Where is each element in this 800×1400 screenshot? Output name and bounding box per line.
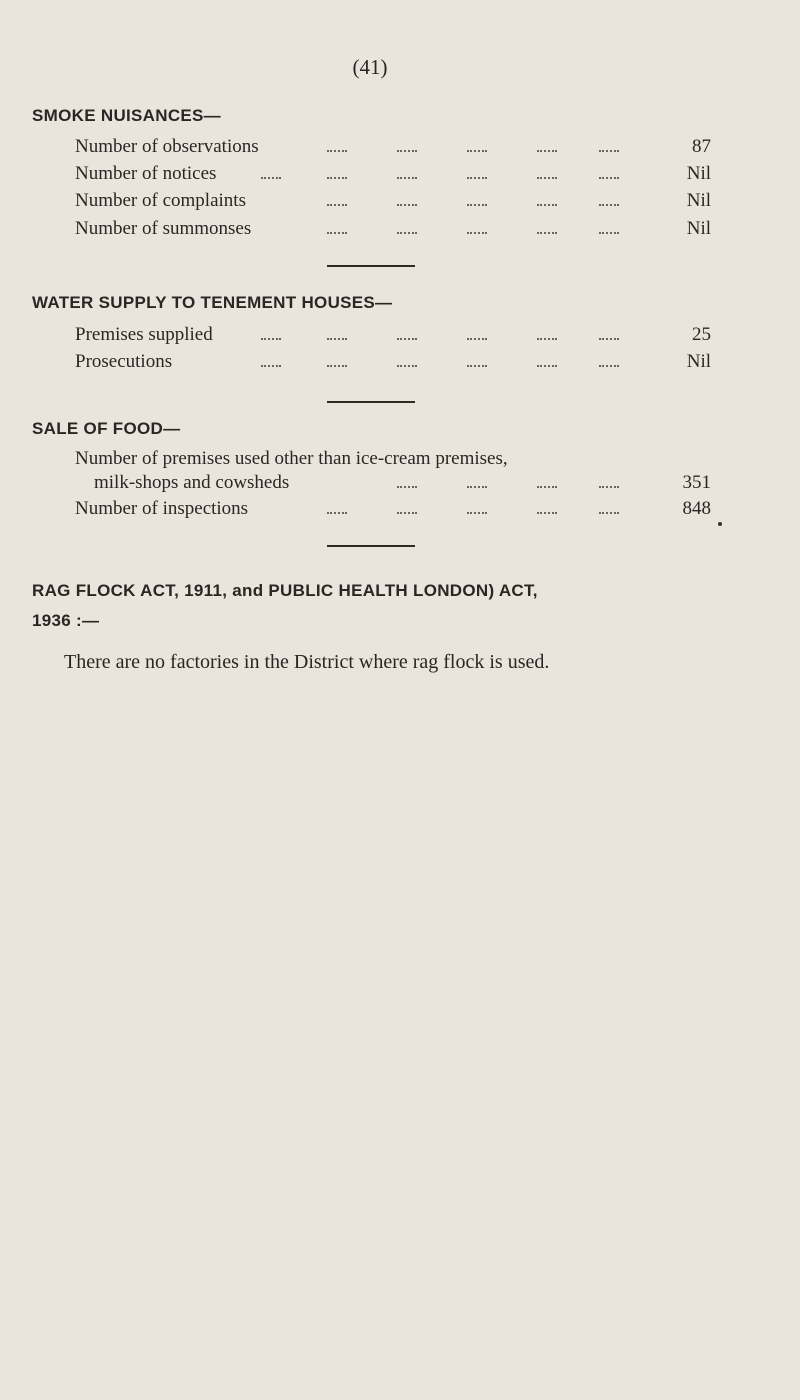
page-number: (41) <box>352 55 388 79</box>
leader-dots <box>75 161 635 187</box>
row-label: milk-shops and cowsheds <box>94 472 290 493</box>
rag-flock-statement: There are no factories in the District where rag flock is used. <box>64 651 550 673</box>
leader-dots <box>75 134 635 160</box>
row-value: Nil <box>686 351 711 372</box>
row-value: 351 <box>682 472 711 493</box>
row-value: 87 <box>692 136 711 157</box>
smoke-nuisances-heading: SMOKE NUISANCES— <box>32 106 221 125</box>
table-row <box>75 188 711 214</box>
leader-dots <box>94 470 634 496</box>
table-row <box>75 134 711 160</box>
row-value: Nil <box>686 190 711 211</box>
row-value: Nil <box>686 163 711 184</box>
table-row <box>94 470 711 496</box>
row-label: Prosecutions <box>75 351 173 372</box>
table-row <box>75 349 711 375</box>
leader-dots <box>75 322 635 348</box>
row-label: Number of notices <box>75 163 217 184</box>
section-divider <box>327 265 415 267</box>
row-value: 25 <box>692 324 711 345</box>
leader-dots <box>75 349 635 375</box>
stray-mark <box>718 522 722 526</box>
table-row <box>75 216 711 242</box>
section-divider <box>327 401 415 403</box>
section-divider <box>327 545 415 547</box>
table-row <box>75 322 711 348</box>
premises-description: Number of premises used other than ice-cream premises, <box>75 448 508 469</box>
leader-dots <box>75 188 635 214</box>
leader-dots <box>75 496 635 522</box>
table-row <box>75 496 711 522</box>
water-supply-heading: WATER SUPPLY TO TENEMENT HOUSES— <box>32 293 393 312</box>
rag-flock-heading-year: 1936 :— <box>32 611 100 630</box>
row-value: 848 <box>682 498 711 519</box>
row-value: Nil <box>686 218 711 239</box>
sale-of-food-heading: SALE OF FOOD— <box>32 419 181 438</box>
row-label: Number of observations <box>75 136 259 157</box>
row-label: Number of complaints <box>75 190 246 211</box>
row-label: Number of inspections <box>75 498 249 519</box>
rag-flock-heading: RAG FLOCK ACT, 1911, and PUBLIC HEALTH LONDON) ACT, <box>32 581 538 600</box>
leader-dots <box>75 216 635 242</box>
table-row <box>75 161 711 187</box>
row-label: Premises supplied <box>75 324 213 345</box>
row-label: Number of summonses <box>75 218 252 239</box>
